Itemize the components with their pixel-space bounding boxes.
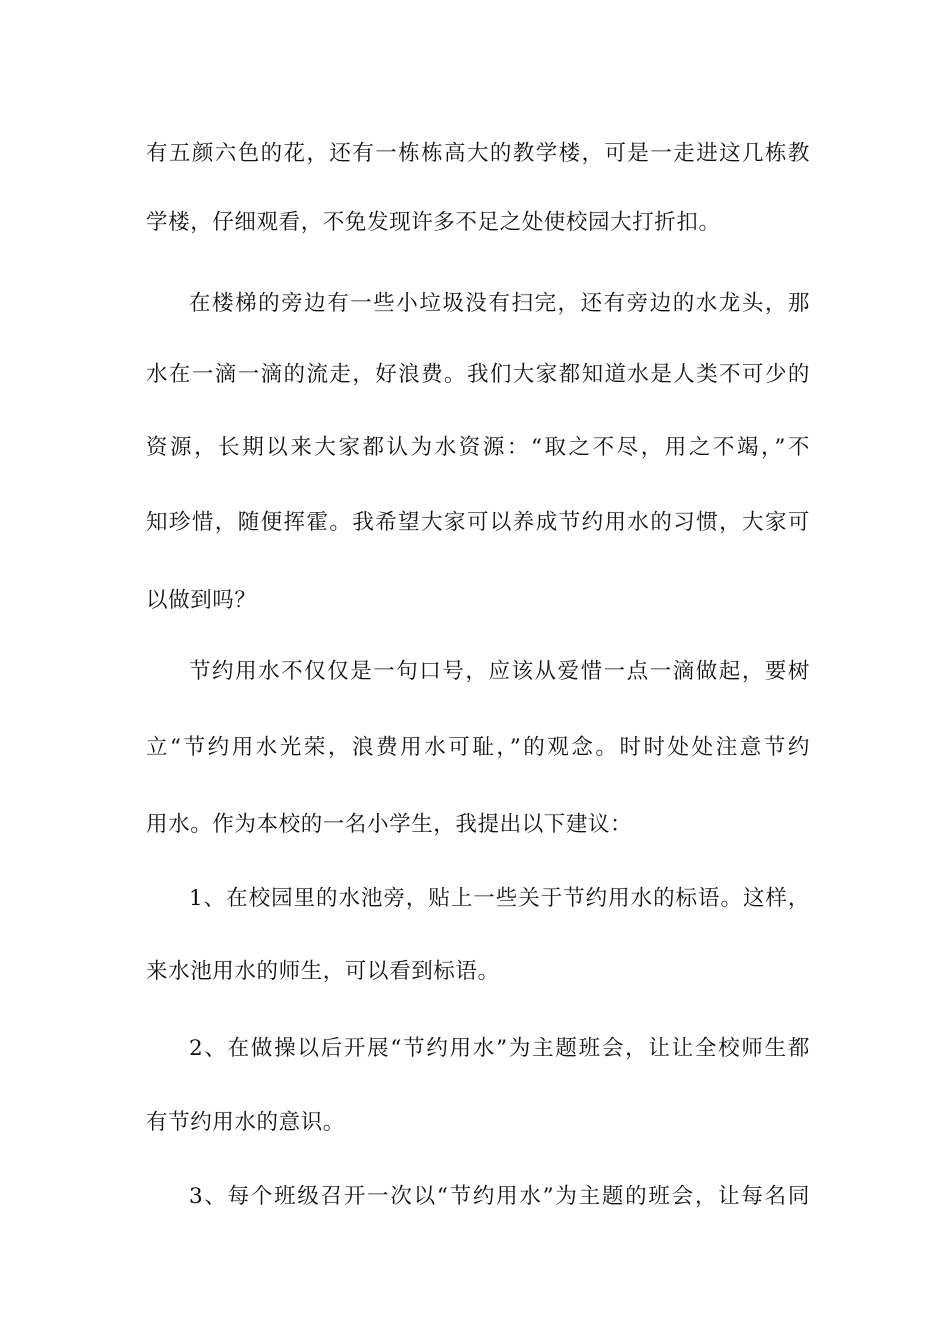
text-line-1: 有五颜六色的花，还有一栋栋高大的教学楼，可是一走进这几栋教	[146, 141, 810, 166]
text-line-14: 有节约用水的意识。	[146, 1110, 345, 1135]
text-line-6: 知珍惜，随便挥霍。我希望大家可以养成节约用水的习惯，大家可	[146, 510, 810, 535]
list-item-2-line: 2、在做操以后开展“节约用水”为主题班会，让让全校师生都	[189, 1036, 810, 1061]
text-line-4: 水在一滴一滴的流走，好浪费。我们大家都知道水是人类不可少的	[146, 362, 810, 387]
list-item-3-line: 3、每个班级召开一次以“节约用水”为主题的班会，让每名同	[189, 1184, 810, 1209]
text-line-5: 资源，长期以来大家都认为水资源：“取之不尽，用之不竭，”不	[146, 435, 810, 460]
text-line-7: 以做到吗？	[146, 588, 257, 613]
text-line-2: 学楼，仔细观看，不免发现许多不足之处使校园大打折扣。	[146, 210, 721, 235]
paragraph-start-line: 在楼梯的旁边有一些小垃圾没有扫完，还有旁边的水龙头，那	[189, 291, 810, 316]
text-line-10: 用水。作为本校的一名小学生，我提出以下建议：	[146, 812, 633, 837]
list-item-1-line: 1、在校园里的水池旁，贴上一些关于节约用水的标语。这样，	[189, 886, 810, 911]
text-line-12: 来水池用水的师生，可以看到标语。	[146, 959, 500, 984]
text-line-9: 立“节约用水光荣，浪费用水可耻，”的观念。时时处处注意节约	[146, 735, 810, 760]
paragraph-start-line: 节约用水不仅仅是一句口号，应该从爱惜一点一滴做起，要树	[189, 659, 810, 684]
